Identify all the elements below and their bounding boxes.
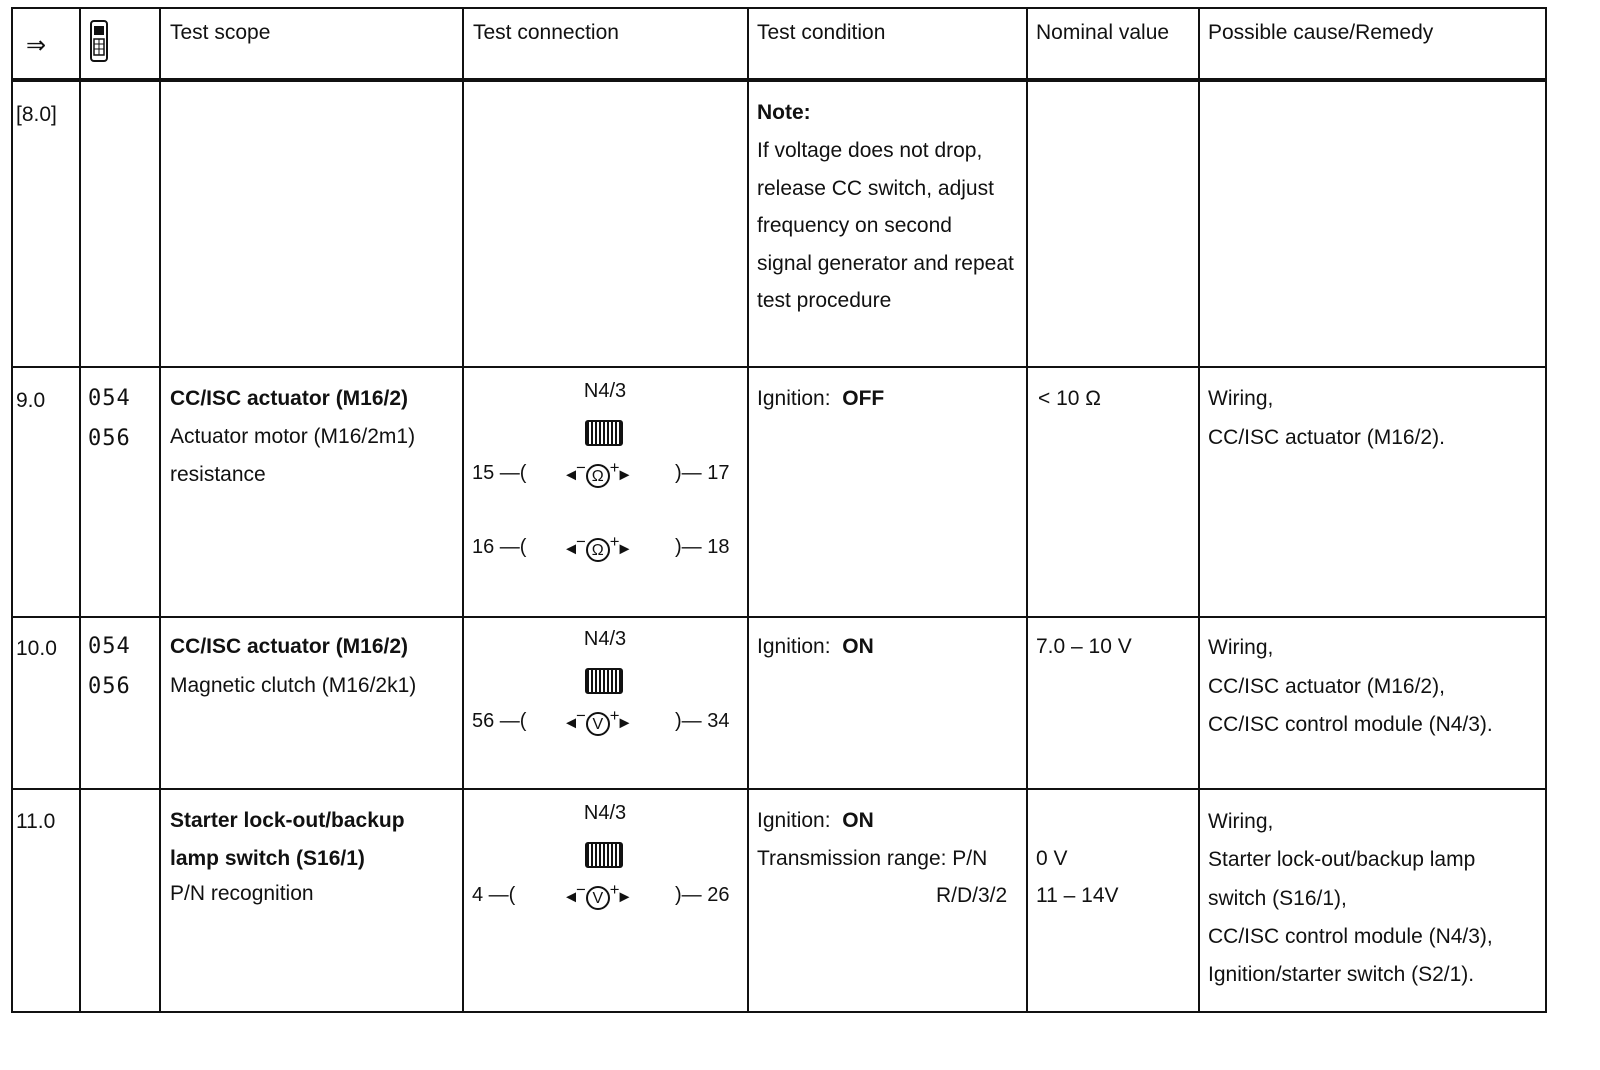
transmission-range-alt: R/D/3/2 [936,884,1008,907]
cond-prefix: Ignition: [757,387,831,410]
right-pin-number: 18 [707,536,730,558]
meter-symbol: V [586,886,610,910]
cond-value: ON [842,809,874,832]
nominal-value: 11 – 14V [1036,884,1119,907]
header-nominal-value: Nominal value [1036,21,1170,44]
code: 054 [88,386,131,411]
remedy-line: Starter lock-out/backup lamp [1208,848,1476,871]
scope-line: Magnetic clutch (M16/2k1) [170,674,417,697]
voltmeter-icon: ◂− V +▸ [566,880,630,908]
note-line: signal generator and repeat [757,252,1014,275]
test-condition [757,628,874,666]
module-icon [585,842,623,868]
connection-diagram [463,802,748,952]
arrow-icon: ⇒ [26,32,47,59]
remedy-line: CC/ISC control module (N4/3), [1208,925,1493,948]
cond-value: OFF [842,387,885,410]
scope-title: Starter lock-out/backup [170,809,405,832]
test-condition [757,802,874,840]
remedy-line: Wiring, [1208,810,1274,833]
scope-line: P/N recognition [170,882,314,905]
remedy-line: Wiring, [1208,387,1274,410]
left-pin: 56 —( [472,710,527,732]
remedy-line: CC/ISC actuator (M16/2). [1208,426,1445,449]
note-line: release CC switch, adjust [757,177,994,200]
meter-symbol: Ω [586,538,610,562]
step-11: 11.0 [16,810,56,833]
module-icon [585,420,623,446]
scope-line: resistance [170,463,266,486]
ohmmeter-icon: ◂− Ω +▸ [566,458,630,486]
left-pin-number: 15 [472,462,495,484]
voltmeter-icon: ◂− V +▸ [566,706,630,734]
code: 054 [88,634,131,659]
header-test-scope: Test scope [170,21,271,44]
note-line: frequency on second [757,214,952,237]
note-line: test procedure [757,289,892,312]
module-label: N4/3 [583,802,627,824]
ohmmeter-icon: ◂− Ω +▸ [566,532,630,560]
note-line: If voltage does not drop, [757,139,983,162]
cond-value: ON [842,635,874,658]
right-pin: )— 17 [675,462,730,484]
right-pin-number: 26 [707,884,730,906]
left-pin: 4 —( [472,884,516,906]
right-pin: )— 34 [675,710,730,732]
tester-icon [88,18,110,64]
header-test-connection: Test connection [473,21,619,44]
step-9: 9.0 [16,389,46,412]
note-title: Note: [757,101,811,124]
scope-title: lamp switch (S16/1) [170,847,365,870]
module-icon [585,668,623,694]
right-pin-number: 17 [707,462,730,484]
remedy-line: CC/ISC actuator (M16/2), [1208,675,1445,698]
right-pin: )— 18 [675,536,730,558]
left-pin: 15 —( [472,462,527,484]
remedy-line: Wiring, [1208,636,1274,659]
module-label: N4/3 [583,628,627,650]
left-pin: 16 —( [472,536,527,558]
header-remedy: Possible cause/Remedy [1208,21,1434,44]
connection-diagram [463,628,748,778]
remedy-line: CC/ISC control module (N4/3). [1208,713,1493,736]
code: 056 [88,426,131,451]
left-pin-number: 16 [472,536,495,558]
nominal-value: 0 V [1036,847,1068,870]
cond-prefix: Ignition: [757,809,831,832]
nominal-value: < 10 Ω [1038,387,1101,410]
connection-diagram [463,380,748,600]
step-10: 10.0 [16,637,57,660]
test-condition [757,380,884,418]
scope-line: Actuator motor (M16/2m1) [170,425,416,448]
remedy-line: Ignition/starter switch (S2/1). [1208,963,1475,986]
meter-symbol: V [586,712,610,736]
right-pin-number: 34 [707,710,730,732]
meter-symbol: Ω [586,464,610,488]
right-pin: )— 26 [675,884,730,906]
cond-prefix: Ignition: [757,635,831,658]
remedy-line: switch (S16/1), [1208,887,1347,910]
step-8: [8.0] [16,103,57,126]
header-test-condition: Test condition [757,21,886,44]
scope-title: CC/ISC actuator (M16/2) [170,387,409,410]
transmission-range: Transmission range: P/N [757,847,988,870]
left-pin-number: 4 [472,884,484,906]
nominal-value: 7.0 – 10 V [1036,635,1132,658]
code: 056 [88,674,131,699]
module-label: N4/3 [583,380,627,402]
left-pin-number: 56 [472,710,495,732]
scope-title: CC/ISC actuator (M16/2) [170,635,409,658]
